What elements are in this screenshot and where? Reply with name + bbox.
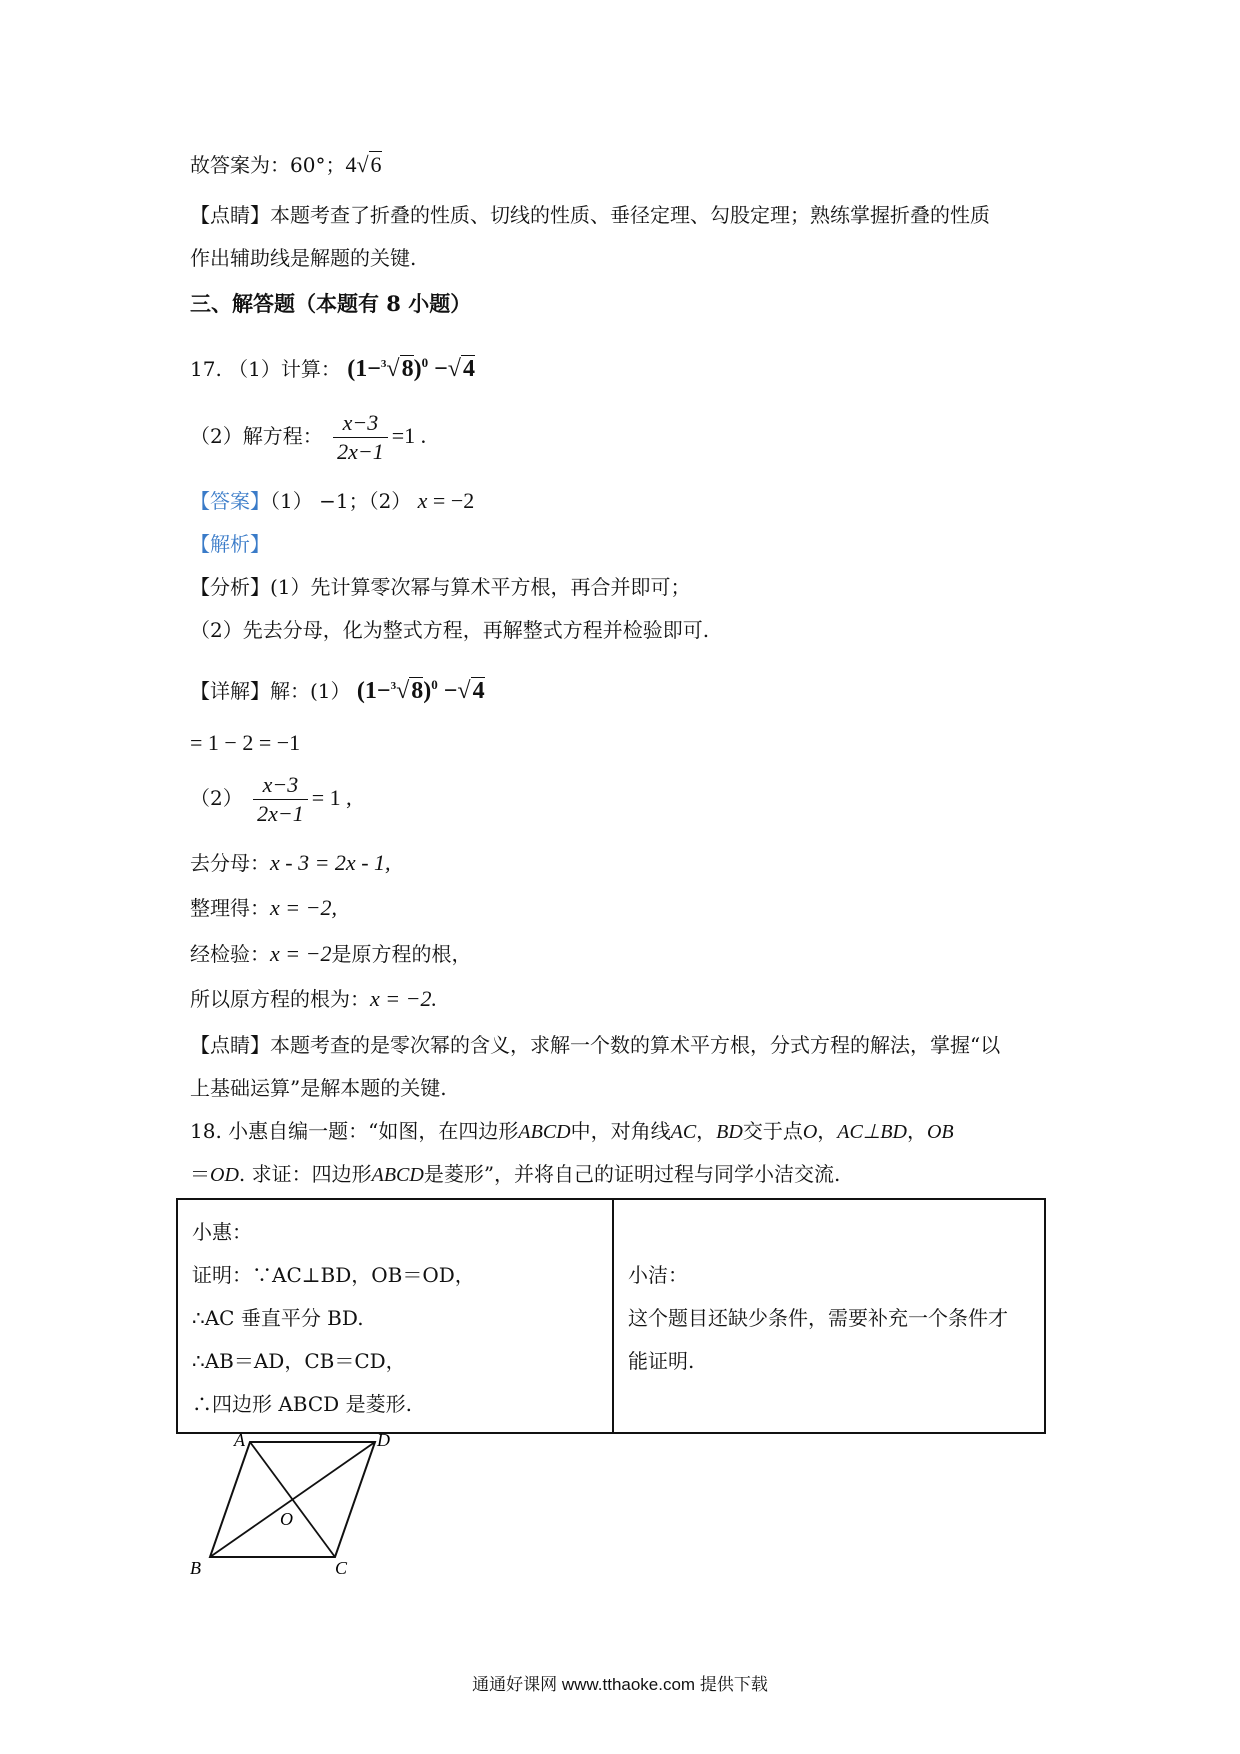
- q17-part2: [190, 408, 426, 466]
- detail-expression: $(1-^3√8)^0 -√4$: [356, 677, 485, 704]
- q18-line-1: 18. 小惠自编一题：“如图，在四边形ABCD中，对角线AC，BD交于点O，AC⊥BD，OB: [190, 1119, 954, 1143]
- step-1: = 1 − 2 = −1: [190, 730, 301, 755]
- part2-fraction-rhs: = 1 ,: [311, 785, 352, 810]
- page-footer: 通通好课网 www.tthaoke.com 提供下载: [472, 1675, 768, 1694]
- dianjing-line-2: 作出辅助线是解题的关键.: [190, 246, 417, 270]
- answer-text: （1） −1；（2）: [270, 489, 418, 513]
- left-line-2: ∴AC 垂直平分 BD.: [192, 1306, 364, 1330]
- proof-left-cell: [177, 1199, 613, 1433]
- q17-fraction-rhs: =1 .: [391, 423, 427, 448]
- part2-fraction: $\frac{x-3}{2x-1}$: [253, 771, 308, 828]
- proof-table: [176, 1198, 1046, 1434]
- fenxi-line-1: 【分析】(1）先计算零次幂与算术平方根，再合并即可；: [190, 575, 691, 599]
- diagonal-bd: [210, 1442, 375, 1557]
- answer-tag: 【答案】: [190, 489, 270, 513]
- answer-coefficient: 4: [345, 152, 357, 177]
- answer-line: 故答案为：60°；4√6: [190, 152, 382, 177]
- q17-part1-label: 17. （1）计算：: [190, 357, 341, 381]
- answer-prefix: 故答案为：60°；: [190, 153, 346, 177]
- answer-radicand: 6: [370, 152, 382, 177]
- part2-prefix: （2）: [190, 786, 243, 810]
- proof-right-cell: [613, 1199, 1045, 1433]
- right-line-1: 这个题目还缺少条件，需要补充一个条件才: [628, 1306, 1008, 1330]
- step-jianyan: 经检验：x = −2是原方程的根，: [190, 941, 472, 966]
- label-d: D: [377, 1432, 390, 1450]
- label-a: A: [234, 1432, 245, 1450]
- part2-detail: [190, 770, 352, 828]
- right-line-0: 小洁：: [628, 1263, 688, 1287]
- section-heading: 三、解答题（本题有 8 小题）: [190, 291, 472, 316]
- left-line-4: ∴四边形 ABCD 是菱形.: [192, 1392, 412, 1416]
- analysis-tag: 【解析】: [190, 532, 270, 556]
- q18-line-2: ＝OD. 求证：四边形ABCD是菱形”，并将自己的证明过程与同学小洁交流.: [190, 1162, 841, 1186]
- label-c: C: [335, 1558, 348, 1578]
- step-qufenmu: 去分母：x - 3 = 2x - 1,: [190, 850, 391, 875]
- step-zhengli: 整理得：x = −2,: [190, 895, 337, 920]
- q17-part2-label: （2）解方程：: [190, 424, 323, 448]
- dianjing2-line-2: 上基础运算”是解本题的关键.: [190, 1076, 447, 1100]
- q17-fraction: $\frac{x-3}{2x-1}$: [333, 409, 388, 466]
- answer-block: 【答案】（1） −1；（2） x = −2: [190, 488, 475, 513]
- step-suoyi: 所以原方程的根为：x = −2.: [190, 986, 437, 1011]
- fenxi-line-2: （2）先去分母，化为整式方程，再解整式方程并检验即可.: [190, 618, 710, 642]
- right-line-2: 能证明.: [628, 1349, 695, 1373]
- detail-label: 【详解】解：(1）: [190, 679, 351, 703]
- label-o: O: [280, 1509, 293, 1529]
- left-line-1: 证明：∵AC⊥BD，OB＝OD，: [192, 1263, 475, 1287]
- detail-line: [190, 672, 485, 704]
- q17-part1: [190, 350, 475, 382]
- label-b: B: [190, 1558, 201, 1578]
- dianjing-line-1: 【点睛】本题考查了折叠的性质、切线的性质、垂径定理、勾股定理；熟练掌握折叠的性质: [190, 203, 990, 227]
- left-line-3: ∴AB＝AD，CB＝CD，: [192, 1349, 406, 1373]
- rhombus-figure: [180, 1432, 420, 1582]
- dianjing2-line-1: 【点睛】本题考查的是零次幂的含义，求解一个数的算术平方根，分式方程的解法，掌握“以: [190, 1033, 1001, 1057]
- q17-expression: $(1-^3√8)^0 -√4$: [347, 355, 475, 382]
- left-line-0: 小惠：: [192, 1220, 252, 1244]
